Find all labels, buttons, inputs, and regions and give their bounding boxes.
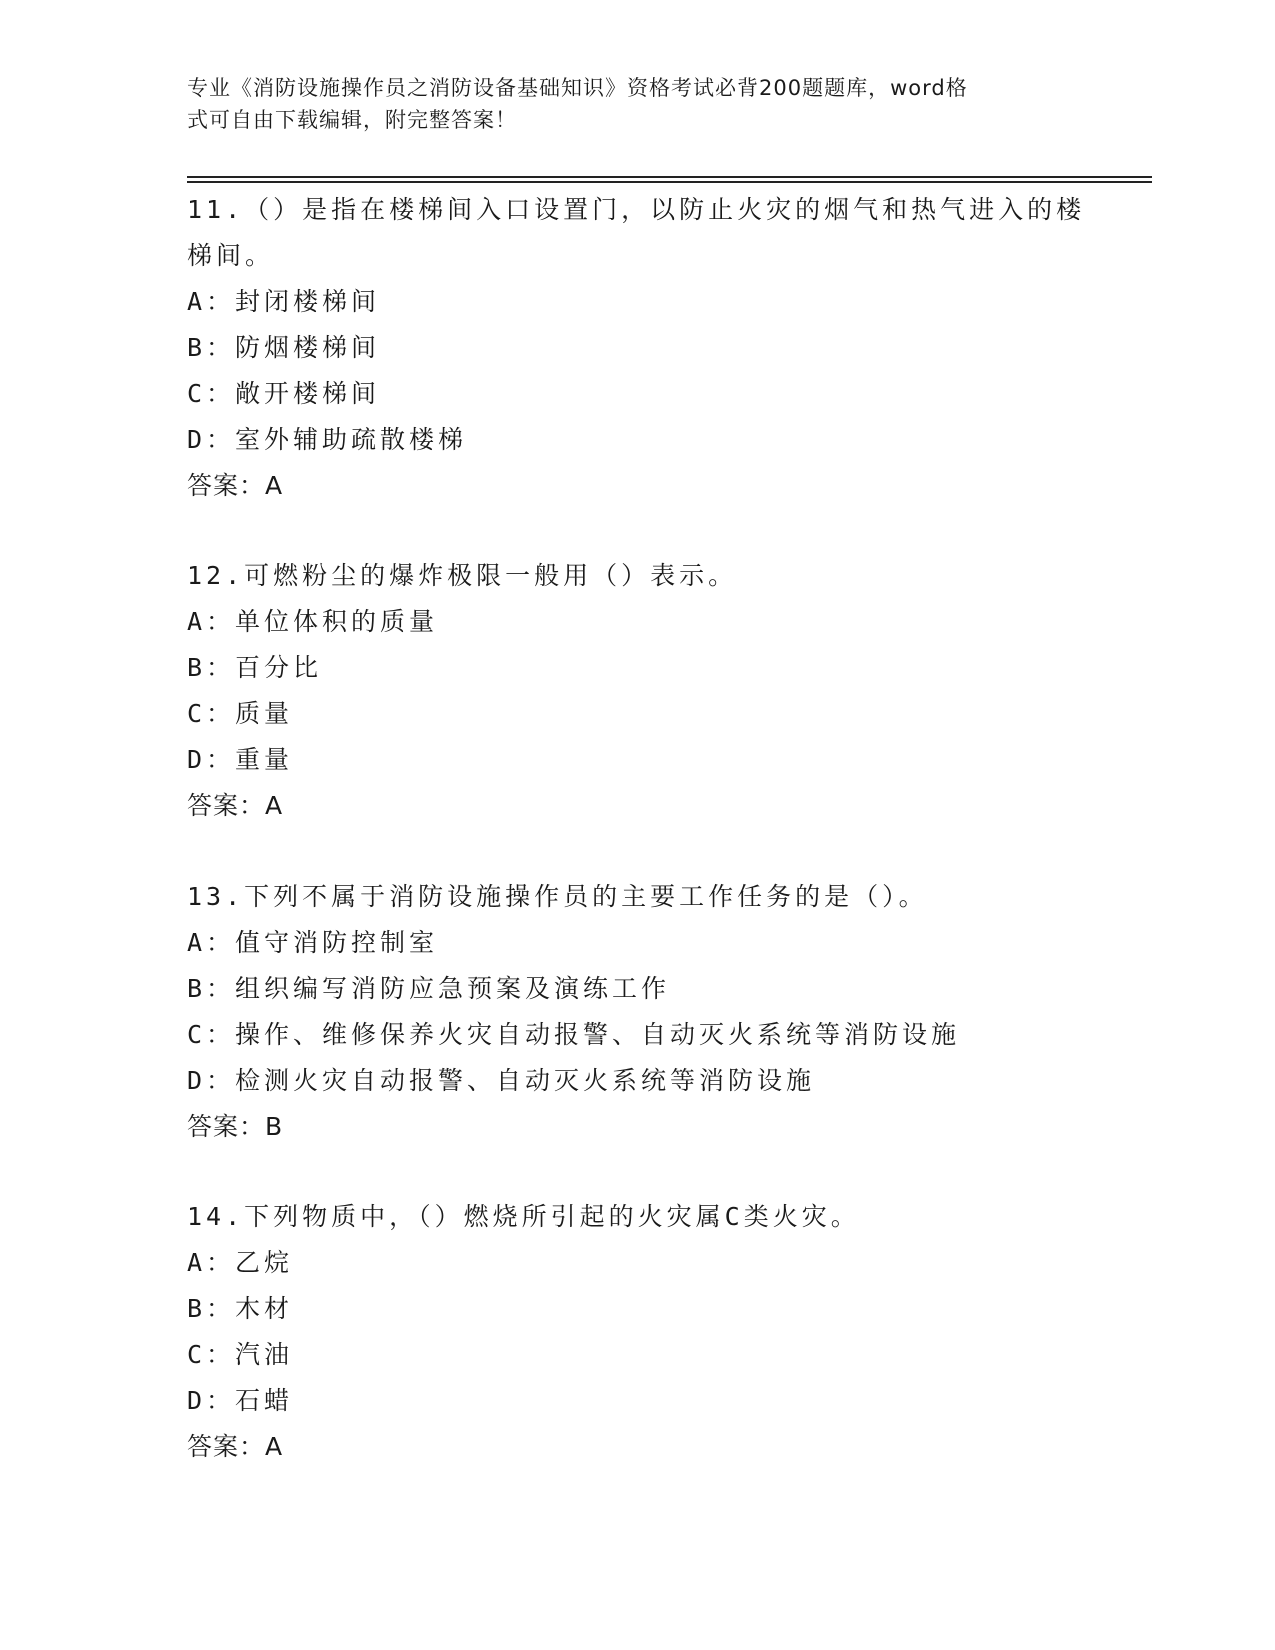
question-12 (187, 553, 1087, 829)
option-d: D：检测火灾自动报警、自动灭火系统等消防设施 (187, 1066, 816, 1095)
answer: 答案：A (187, 471, 284, 500)
option-a: A：值守消防控制室 (187, 928, 439, 957)
question-13 (187, 874, 1087, 1150)
question-stem: 14.下列物质中，（）燃烧所引起的火灾属C类火灾。 (187, 1202, 860, 1231)
question-14 (187, 1194, 1087, 1470)
question-stem-continued: 梯间。 (187, 241, 275, 270)
option-d: D：室外辅助疏散楼梯 (187, 425, 468, 454)
option-c: C：敞开楼梯间 (187, 379, 381, 408)
option-c: C：汽油 (187, 1340, 294, 1369)
header-line-2: 式可自由下载编辑，附完整答案！ (187, 108, 517, 132)
question-stem: 11.（）是指在楼梯间入口设置门，以防止火灾的烟气和热气进入的楼 (187, 195, 1086, 224)
answer: 答案：A (187, 791, 284, 820)
option-c: C：操作、维修保养火灾自动报警、自动灭火系统等消防设施 (187, 1020, 961, 1049)
header-divider-top (187, 176, 1152, 178)
option-d: D：石蜡 (187, 1386, 294, 1415)
question-11 (187, 187, 1087, 509)
option-b: B：百分比 (187, 653, 323, 682)
document-header (187, 72, 1087, 136)
answer: 答案：B (187, 1112, 284, 1141)
option-a: A：单位体积的质量 (187, 607, 439, 636)
answer: 答案：A (187, 1432, 284, 1461)
option-c: C：质量 (187, 699, 294, 728)
header-line-1: 专业《消防设施操作员之消防设备基础知识》资格考试必背200题题库，word格 (187, 76, 968, 100)
option-b: B：组织编写消防应急预案及演练工作 (187, 974, 671, 1003)
option-b: B：木材 (187, 1294, 294, 1323)
option-b: B：防烟楼梯间 (187, 333, 381, 362)
option-d: D：重量 (187, 745, 294, 774)
option-a: A：乙烷 (187, 1248, 294, 1277)
question-stem: 12.可燃粉尘的爆炸极限一般用（）表示。 (187, 561, 738, 590)
header-divider-bottom (187, 181, 1152, 183)
question-stem: 13.下列不属于消防设施操作员的主要工作任务的是（）。 (187, 882, 928, 911)
option-a: A：封闭楼梯间 (187, 287, 381, 316)
